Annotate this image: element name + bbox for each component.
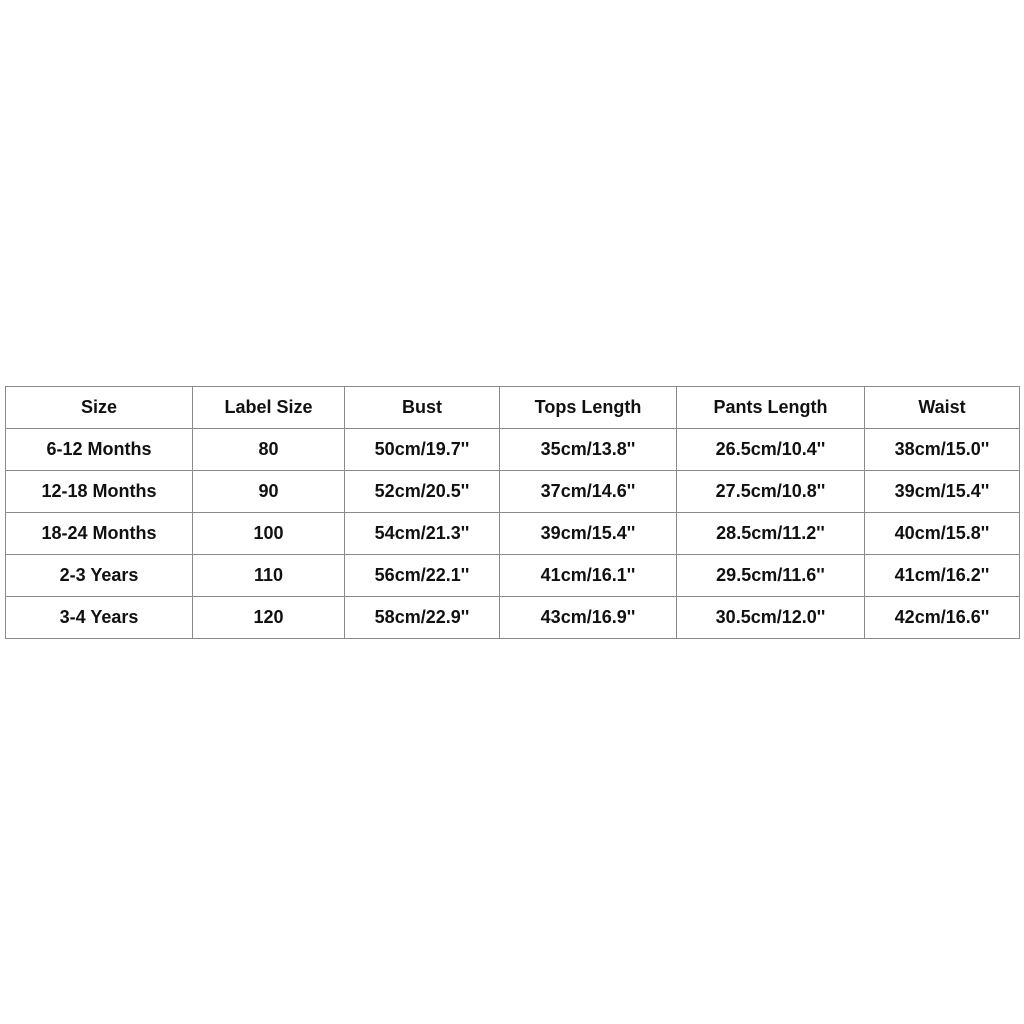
cell-label-size: 100: [193, 513, 345, 555]
header-label-size: Label Size: [193, 387, 345, 429]
cell-size: 18-24 Months: [6, 513, 193, 555]
table-row: [6, 429, 1020, 471]
cell-bust: 58cm/22.9'': [345, 597, 500, 639]
cell-waist: 39cm/15.4'': [865, 471, 1020, 513]
cell-size: 2-3 Years: [6, 555, 193, 597]
cell-tops-length: 39cm/15.4'': [500, 513, 677, 555]
cell-waist: 40cm/15.8'': [865, 513, 1020, 555]
header-tops-length: Tops Length: [500, 387, 677, 429]
cell-pants-length: 27.5cm/10.8'': [677, 471, 865, 513]
table-row: [6, 555, 1020, 597]
cell-label-size: 80: [193, 429, 345, 471]
cell-tops-length: 37cm/14.6'': [500, 471, 677, 513]
cell-bust: 52cm/20.5'': [345, 471, 500, 513]
table-row: [6, 471, 1020, 513]
header-waist: Waist: [865, 387, 1020, 429]
cell-size: 3-4 Years: [6, 597, 193, 639]
cell-bust: 56cm/22.1'': [345, 555, 500, 597]
cell-pants-length: 26.5cm/10.4'': [677, 429, 865, 471]
cell-tops-length: 41cm/16.1'': [500, 555, 677, 597]
cell-pants-length: 30.5cm/12.0'': [677, 597, 865, 639]
size-chart-table: [5, 386, 1020, 639]
cell-pants-length: 29.5cm/11.6'': [677, 555, 865, 597]
table-row: [6, 597, 1020, 639]
cell-size: 6-12 Months: [6, 429, 193, 471]
cell-size: 12-18 Months: [6, 471, 193, 513]
cell-bust: 50cm/19.7'': [345, 429, 500, 471]
table-row: [6, 513, 1020, 555]
cell-pants-length: 28.5cm/11.2'': [677, 513, 865, 555]
cell-waist: 42cm/16.6'': [865, 597, 1020, 639]
cell-tops-length: 35cm/13.8'': [500, 429, 677, 471]
cell-tops-length: 43cm/16.9'': [500, 597, 677, 639]
header-pants-length: Pants Length: [677, 387, 865, 429]
cell-label-size: 120: [193, 597, 345, 639]
table-header-row: [6, 387, 1020, 429]
header-bust: Bust: [345, 387, 500, 429]
header-size: Size: [6, 387, 193, 429]
cell-waist: 38cm/15.0'': [865, 429, 1020, 471]
cell-label-size: 110: [193, 555, 345, 597]
cell-label-size: 90: [193, 471, 345, 513]
cell-waist: 41cm/16.2'': [865, 555, 1020, 597]
cell-bust: 54cm/21.3'': [345, 513, 500, 555]
